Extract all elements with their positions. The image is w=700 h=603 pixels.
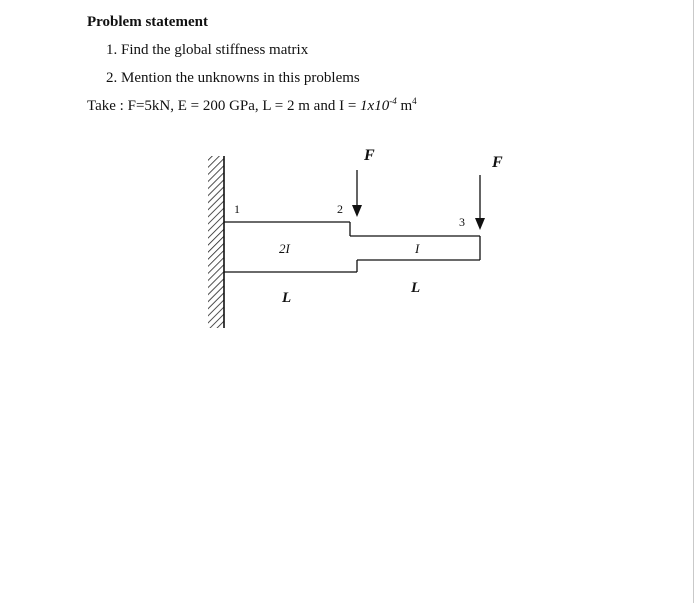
inertia-value: 1x10	[360, 98, 390, 114]
inertia-exponent: -4	[389, 96, 397, 106]
list-number-1: 1.	[106, 42, 118, 58]
length-label-2: L	[411, 280, 421, 296]
force-label-1: F	[364, 147, 375, 164]
list-text-2: Mention the unknowns in this problems	[121, 70, 360, 86]
force-arrow-2	[475, 175, 485, 230]
node-label-3: 3	[459, 215, 465, 229]
problem-heading: Problem statement	[87, 14, 208, 30]
unit-exponent: 4	[412, 96, 417, 106]
length-label-1: L	[282, 290, 292, 306]
list-number-2: 2.	[106, 70, 118, 86]
inertia-unit: m	[396, 98, 413, 114]
inertia-label-1: 2I	[279, 241, 290, 256]
wall-hatch	[208, 156, 224, 328]
node-label-2: 2	[337, 202, 343, 216]
list-text-1: Find the global stiffness matrix	[121, 42, 309, 58]
inertia-label-2: I	[415, 241, 420, 256]
given-prefix: Take : F=5kN, E = 200 GPa, L = 2 m and I =	[87, 98, 361, 114]
force-label-2: F	[492, 154, 503, 171]
force-arrow-1	[352, 170, 362, 217]
node-label-1: 1	[234, 202, 240, 216]
